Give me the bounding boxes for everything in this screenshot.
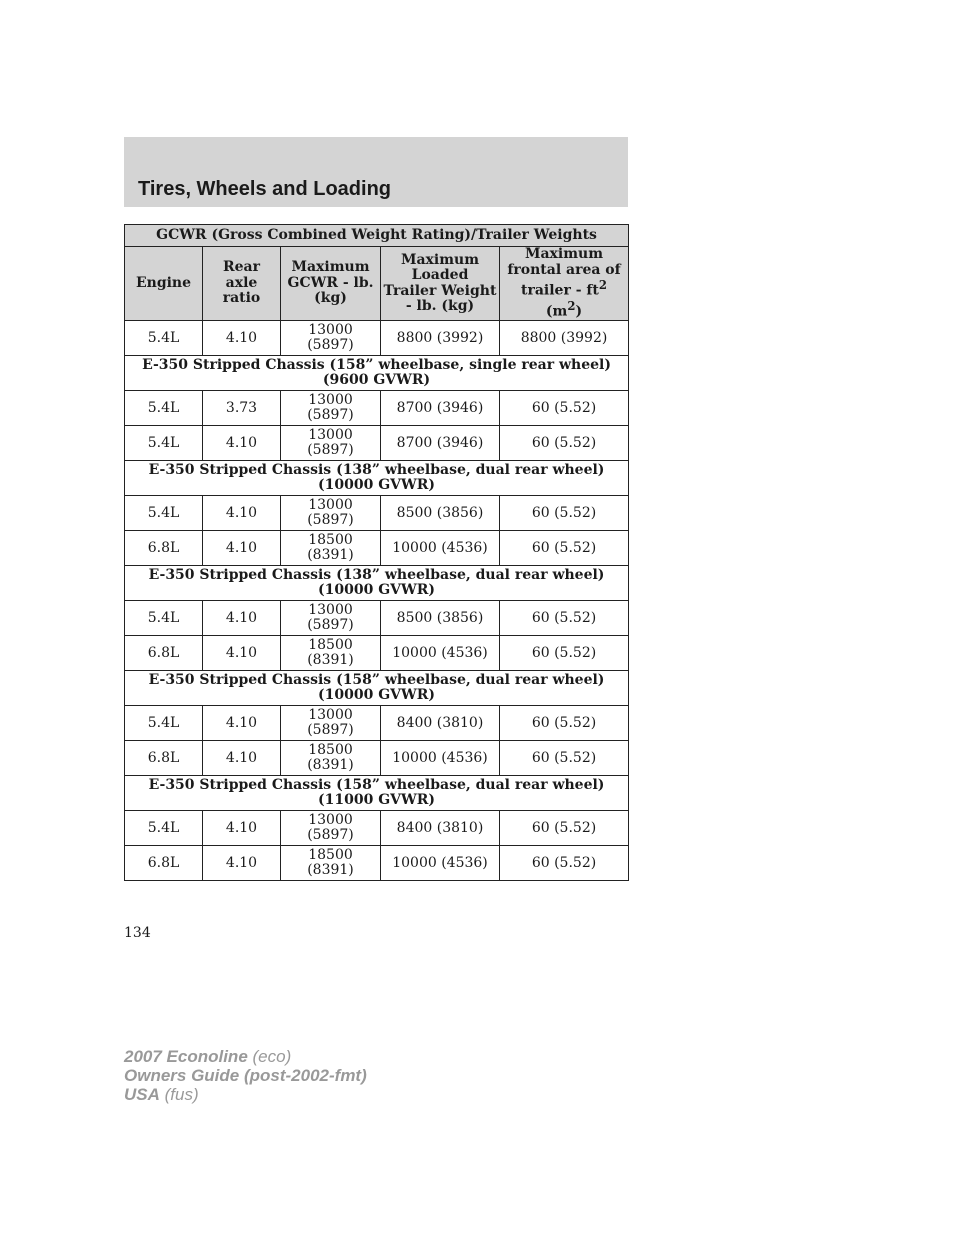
col-header-line: ratio — [222, 290, 261, 307]
axle-ratio-value: 4.10 — [225, 434, 258, 451]
axle-ratio-value: 4.10 — [225, 854, 258, 871]
gcwr-kg-value: (8391) — [307, 547, 354, 564]
col-header-axle-ratio — [203, 247, 281, 321]
cell-engine — [125, 496, 203, 531]
footer-line-1 — [124, 1047, 367, 1066]
trailer-weight-value: 8800 (3992) — [396, 329, 484, 346]
cell-trailer-weight — [381, 391, 500, 426]
cell-axle-ratio — [203, 811, 281, 846]
axle-ratio-value: 4.10 — [225, 504, 258, 521]
cell-gcwr — [281, 601, 381, 636]
axle-ratio-value: 4.10 — [225, 644, 258, 661]
engine-value: 5.4L — [147, 329, 180, 346]
cell-engine — [125, 426, 203, 461]
gcwr-table — [124, 224, 629, 881]
cell-engine — [125, 741, 203, 776]
frontal-area-value: 60 (5.52) — [531, 644, 597, 661]
chassis-group-label — [125, 776, 629, 811]
cell-frontal-area — [500, 636, 629, 671]
table-group-row — [125, 776, 629, 811]
engine-value: 6.8L — [147, 749, 180, 766]
engine-value: 5.4L — [147, 819, 180, 836]
col-header-engine — [125, 247, 203, 321]
col-header-line: Maximum — [524, 246, 604, 262]
axle-ratio-value: 4.10 — [225, 749, 258, 766]
cell-axle-ratio — [203, 741, 281, 776]
col-header-line: (m — [545, 303, 568, 320]
gcwr-lb-value: 18500 — [308, 636, 353, 653]
cell-engine — [125, 636, 203, 671]
footer-guide: Owners Guide (post-2002-fmt) — [124, 1066, 367, 1085]
cell-axle-ratio — [203, 636, 281, 671]
cell-engine — [125, 706, 203, 741]
cell-trailer-weight — [381, 636, 500, 671]
axle-ratio-value: 4.10 — [225, 329, 258, 346]
table-row — [125, 426, 629, 461]
chassis-group-line: E-350 Stripped Chassis (158” wheelbase, dual rear wheel) — [148, 776, 605, 793]
gcwr-lb-value: 13000 — [308, 601, 353, 618]
cell-axle-ratio — [203, 846, 281, 881]
gcwr-kg-value: (5897) — [307, 722, 354, 739]
table-row — [125, 636, 629, 671]
cell-frontal-area — [500, 391, 629, 426]
col-header-line: - lb. (kg) — [405, 298, 475, 315]
gcwr-lb-value: 13000 — [308, 496, 353, 513]
frontal-area-value: 8800 (3992) — [520, 329, 608, 346]
trailer-weight-value: 10000 (4536) — [392, 539, 488, 556]
chassis-group-line: E-350 Stripped Chassis (138” wheelbase, dual rear wheel) — [148, 566, 605, 583]
axle-ratio-value: 4.10 — [225, 609, 258, 626]
frontal-area-value: 60 (5.52) — [531, 609, 597, 626]
engine-value: 6.8L — [147, 854, 180, 871]
frontal-area-value: 60 (5.52) — [531, 504, 597, 521]
frontal-area-value: 60 (5.52) — [531, 819, 597, 836]
table-row — [125, 496, 629, 531]
cell-trailer-weight — [381, 811, 500, 846]
col-header-line: axle — [225, 274, 258, 291]
gcwr-lb-value: 13000 — [308, 391, 353, 408]
col-header-line: Maximum — [291, 259, 370, 276]
gcwr-lb-value: 13000 — [308, 706, 353, 723]
col-header-line: Loaded — [411, 267, 469, 284]
footer-line-3 — [124, 1085, 367, 1104]
axle-ratio-value: 4.10 — [225, 819, 258, 836]
engine-value: 5.4L — [147, 399, 180, 416]
frontal-area-value: 60 (5.52) — [531, 434, 597, 451]
cell-engine — [125, 531, 203, 566]
footer-model-code: (eco) — [252, 1047, 292, 1066]
chassis-group-label — [125, 566, 629, 601]
col-header-gcwr — [281, 247, 381, 321]
gcwr-lb-value: 13000 — [308, 321, 353, 338]
cell-engine — [125, 811, 203, 846]
cell-frontal-area — [500, 706, 629, 741]
cell-trailer-weight — [381, 846, 500, 881]
cell-trailer-weight — [381, 706, 500, 741]
cell-engine — [125, 846, 203, 881]
gcwr-lb-value: 18500 — [308, 846, 353, 863]
cell-engine — [125, 391, 203, 426]
gcwr-lb-value: 18500 — [308, 531, 353, 548]
cell-frontal-area — [500, 531, 629, 566]
trailer-weight-value: 10000 (4536) — [392, 854, 488, 871]
trailer-weight-value: 8700 (3946) — [396, 434, 484, 451]
cell-gcwr — [281, 636, 381, 671]
table-group-row — [125, 356, 629, 391]
cell-gcwr — [281, 741, 381, 776]
cell-axle-ratio — [203, 496, 281, 531]
gcwr-kg-value: (5897) — [307, 617, 354, 634]
cell-axle-ratio — [203, 321, 281, 356]
cell-trailer-weight — [381, 496, 500, 531]
cell-trailer-weight — [381, 321, 500, 356]
table-header-row — [125, 247, 629, 321]
footer-line-2 — [124, 1066, 367, 1085]
table-row — [125, 811, 629, 846]
engine-value: 6.8L — [147, 644, 180, 661]
cell-gcwr — [281, 496, 381, 531]
cell-gcwr — [281, 321, 381, 356]
chassis-group-gvwr: (11000 GVWR) — [318, 792, 436, 809]
table-title-row — [125, 225, 629, 247]
footer-market-code: (fus) — [164, 1085, 199, 1104]
table-body — [125, 321, 629, 881]
section-header — [124, 137, 628, 207]
cell-frontal-area — [500, 741, 629, 776]
superscript: 2 — [567, 299, 576, 314]
gcwr-kg-value: (5897) — [307, 512, 354, 529]
cell-axle-ratio — [203, 706, 281, 741]
gcwr-lb-value: 13000 — [308, 426, 353, 443]
chassis-group-line: E-350 Stripped Chassis (158” wheelbase, single rear wheel) — [142, 356, 611, 373]
footer-model: 2007 Econoline — [124, 1047, 248, 1066]
chassis-group-label — [125, 356, 629, 391]
trailer-weight-value: 8500 (3856) — [396, 504, 484, 521]
frontal-area-value: 60 (5.52) — [531, 539, 597, 556]
footer-market: USA — [124, 1085, 160, 1104]
col-header-line: Engine — [135, 274, 192, 291]
chassis-group-line: E-350 Stripped Chassis (138” wheelbase, dual rear wheel) — [148, 461, 605, 478]
axle-ratio-value: 4.10 — [225, 539, 258, 556]
cell-trailer-weight — [381, 601, 500, 636]
trailer-weight-value: 10000 (4536) — [392, 749, 488, 766]
cell-trailer-weight — [381, 426, 500, 461]
cell-gcwr — [281, 811, 381, 846]
engine-value: 5.4L — [147, 434, 180, 451]
col-header-line: frontal area of — [507, 261, 621, 278]
gcwr-kg-value: (5897) — [307, 442, 354, 459]
frontal-area-value: 60 (5.52) — [531, 854, 597, 871]
chassis-group-label — [125, 671, 629, 706]
table-row — [125, 531, 629, 566]
cell-frontal-area — [500, 601, 629, 636]
col-header-line: trailer - ft — [521, 282, 599, 299]
page-number: 134 — [124, 925, 151, 941]
cell-gcwr — [281, 846, 381, 881]
document-footer — [124, 1047, 367, 1104]
table-row — [125, 321, 629, 356]
cell-frontal-area — [500, 321, 629, 356]
col-header-trailer-weight — [381, 247, 500, 321]
cell-gcwr — [281, 706, 381, 741]
chassis-group-gvwr: (10000 GVWR) — [318, 477, 436, 494]
col-header-line: Trailer Weight — [383, 282, 497, 299]
gcwr-kg-value: (8391) — [307, 652, 354, 669]
axle-ratio-value: 4.10 — [225, 714, 258, 731]
engine-value: 5.4L — [147, 714, 180, 731]
frontal-area-value: 60 (5.52) — [531, 749, 597, 766]
table-title: GCWR (Gross Combined Weight Rating)/Trailer Weights — [125, 225, 629, 247]
engine-value: 5.4L — [147, 609, 180, 626]
table-row — [125, 601, 629, 636]
chassis-group-gvwr: (10000 GVWR) — [318, 582, 436, 599]
table-group-row — [125, 566, 629, 601]
col-header-line: Maximum — [400, 251, 480, 268]
cell-frontal-area — [500, 496, 629, 531]
table-row — [125, 706, 629, 741]
gcwr-kg-value: (5897) — [307, 337, 354, 354]
cell-gcwr — [281, 531, 381, 566]
cell-frontal-area — [500, 426, 629, 461]
cell-frontal-area — [500, 811, 629, 846]
engine-value: 5.4L — [147, 504, 180, 521]
cell-trailer-weight — [381, 741, 500, 776]
table-group-row — [125, 671, 629, 706]
frontal-area-value: 60 (5.52) — [531, 399, 597, 416]
cell-trailer-weight — [381, 531, 500, 566]
col-header-line: GCWR - lb. — [287, 274, 374, 291]
cell-axle-ratio — [203, 601, 281, 636]
table-group-row — [125, 461, 629, 496]
superscript: 2 — [598, 278, 608, 292]
trailer-weight-value: 8400 (3810) — [396, 714, 484, 731]
cell-engine — [125, 321, 203, 356]
cell-axle-ratio — [203, 426, 281, 461]
trailer-weight-value: 8400 (3810) — [396, 819, 484, 836]
table-row — [125, 846, 629, 881]
col-header-frontal-area — [500, 247, 629, 321]
trailer-weight-value: 8500 (3856) — [396, 609, 484, 626]
cell-frontal-area — [500, 846, 629, 881]
table-row — [125, 391, 629, 426]
gcwr-kg-value: (8391) — [307, 862, 354, 879]
engine-value: 6.8L — [147, 539, 180, 556]
frontal-area-value: 60 (5.52) — [531, 714, 597, 731]
gcwr-lb-value: 13000 — [308, 811, 353, 828]
chassis-group-label — [125, 461, 629, 496]
col-header-line: Rear — [223, 259, 260, 276]
chassis-group-gvwr: (9600 GVWR) — [322, 372, 431, 389]
chassis-group-gvwr: (10000 GVWR) — [318, 687, 436, 704]
gcwr-kg-value: (5897) — [307, 407, 354, 424]
col-header-line: (kg) — [314, 290, 347, 307]
cell-engine — [125, 601, 203, 636]
gcwr-lb-value: 18500 — [308, 741, 353, 758]
trailer-weight-value: 8700 (3946) — [396, 399, 484, 416]
cell-gcwr — [281, 391, 381, 426]
gcwr-kg-value: (5897) — [307, 827, 354, 844]
section-title: Tires, Wheels and Loading — [138, 178, 392, 200]
cell-axle-ratio — [203, 531, 281, 566]
cell-axle-ratio — [203, 391, 281, 426]
col-header-line: ) — [575, 303, 583, 320]
trailer-weight-value: 10000 (4536) — [392, 644, 488, 661]
chassis-group-line: E-350 Stripped Chassis (158” wheelbase, dual rear wheel) — [148, 671, 605, 688]
table-row — [125, 741, 629, 776]
gcwr-kg-value: (8391) — [307, 757, 354, 774]
cell-gcwr — [281, 426, 381, 461]
axle-ratio-value: 3.73 — [225, 399, 258, 416]
